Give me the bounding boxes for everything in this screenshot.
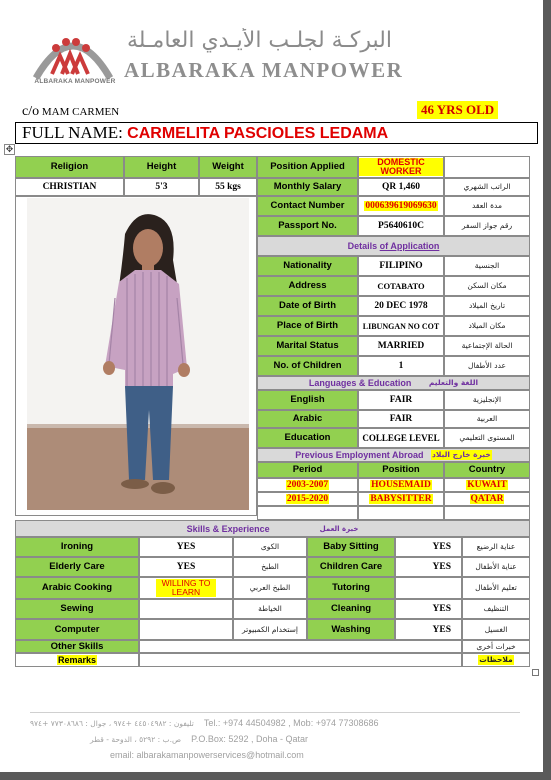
employment-section-heading: Previous Employment Abroad خبرة خارج البلاد [257, 448, 530, 462]
skill-children-care-label: Children Care [307, 557, 395, 577]
care-of-prefix: c/o [22, 104, 40, 119]
page-shadow-bottom [0, 772, 551, 780]
remarks-label-cell: Remarks [15, 653, 139, 667]
address-value: COTABATO [358, 276, 444, 296]
table-resize-handle-icon[interactable] [532, 669, 539, 676]
applicant-photo [27, 198, 249, 510]
weight-label: Weight [199, 156, 257, 178]
weight-value: 55 kgs [199, 178, 257, 196]
skill-washing-ar: الغسيل [462, 619, 530, 640]
details-section-heading: Details of Application [257, 236, 530, 256]
employment-period-2: 2015-2020 [257, 492, 358, 506]
passport-no-ar: رقم جواز السفر [444, 216, 530, 236]
children-ar: عدد الأطفال [444, 356, 530, 376]
skill-arabic-cooking-ar: الطبخ العربي [233, 577, 307, 599]
nationality-label: Nationality [257, 256, 358, 276]
skill-washing-value: YES [395, 619, 462, 640]
skill-arabic-cooking-value: WILLING TO LEARN [139, 577, 233, 599]
address-ar: مكان السكن [444, 276, 530, 296]
english-ar: الإنجليزية [444, 390, 530, 410]
skill-elderly-care-label: Elderly Care [15, 557, 139, 577]
employment-position-1: HOUSEMAID [358, 478, 444, 492]
country-header: Country [444, 462, 530, 478]
remarks-value [139, 653, 462, 667]
marital-status-label: Marital Status [257, 336, 358, 356]
skill-baby-sitting-value: YES [395, 537, 462, 557]
age-badge: 46 YRS OLD [417, 101, 498, 119]
skill-cleaning-label: Cleaning [307, 599, 395, 619]
other-skills-value [139, 640, 462, 653]
place-of-birth-label: Place of Birth [257, 316, 358, 336]
religion-label: Religion [15, 156, 124, 178]
employment-empty-period [257, 506, 358, 520]
full-name-value: CARMELITA PASCIOLES LEDAMA [127, 125, 389, 142]
company-name-arabic: البركـة لجلـب الأيـدي العامـلة [127, 28, 392, 53]
skill-computer-value [139, 619, 233, 640]
contact-number-label: Contact Number [257, 196, 358, 216]
skill-sewing-ar: الخياطة [233, 599, 307, 619]
skill-arabic-cooking-label: Arabic Cooking [15, 577, 139, 599]
skill-tutoring-label: Tutoring [307, 577, 395, 599]
skill-washing-label: Washing [307, 619, 395, 640]
skill-ironing-value: YES [139, 537, 233, 557]
skill-ironing-label: Ironing [15, 537, 139, 557]
passport-no-label: Passport No. [257, 216, 358, 236]
nationality-ar: الجنسية [444, 256, 530, 276]
skill-elderly-care-ar: الطبخ [233, 557, 307, 577]
skill-cleaning-value: YES [395, 599, 462, 619]
footer-email: email: albarakamanpowerservices@hotmail.com [110, 750, 304, 760]
contact-number-ar: مدة العقد [444, 196, 530, 216]
skill-sewing-value [139, 599, 233, 619]
skill-baby-sitting-ar: عناية الرضيع [462, 537, 530, 557]
passport-no-value: P5640610C [358, 216, 444, 236]
other-skills-ar: خبرات أخرى [462, 640, 530, 653]
skill-baby-sitting-label: Baby Sitting [307, 537, 395, 557]
skill-children-care-value: YES [395, 557, 462, 577]
full-name-label: FULL NAME: [22, 123, 123, 142]
contact-number-value: 000639619069630 [358, 196, 444, 216]
footer-phones: تليفون : ٤٤٥٠٤٩٨٢ +٩٧٤ ، جوال : ٧٧٣٠٨٦٨٦ +٩٧٤ Tel.: +974 44504982 , Mob: +974 77308686 [30, 718, 379, 728]
nationality-value: FILIPINO [358, 256, 444, 276]
english-value: FAIR [358, 390, 444, 410]
footer-address: ص.ب : ٥٢٩٢ ، الدوحة - قطر P.O.Box: 5292 , Doha - Qatar [90, 734, 308, 744]
marital-status-ar: الحالة الإجتماعية [444, 336, 530, 356]
employment-country-2: QATAR [444, 492, 530, 506]
languages-section-heading: Languages & Education اللغة والتعليم [257, 376, 530, 390]
skill-children-care-ar: عناية الأطفال [462, 557, 530, 577]
place-of-birth-ar: مكان الميلاد [444, 316, 530, 336]
education-value: COLLEGE LEVEL [358, 428, 444, 448]
arabic-ar: العربية [444, 410, 530, 428]
skills-section-heading: Skills & Experience خبرة العمل [15, 520, 530, 537]
religion-value: CHRISTIAN [15, 178, 124, 196]
education-label: Education [257, 428, 358, 448]
skill-tutoring-ar: تعليم الأطفال [462, 577, 530, 599]
table-move-handle-icon[interactable]: ✥ [5, 144, 14, 154]
other-skills-label: Other Skills [15, 640, 139, 653]
skill-cleaning-ar: التنظيف [462, 599, 530, 619]
monthly-salary-label: Monthly Salary [257, 178, 358, 196]
children-label: No. of Children [257, 356, 358, 376]
employment-position-2: BABYSITTER [358, 492, 444, 506]
skill-tutoring-value [395, 577, 462, 599]
date-of-birth-value: 20 DEC 1978 [358, 296, 444, 316]
education-ar: المستوى التعليمي [444, 428, 530, 448]
date-of-birth-ar: تاريخ الميلاد [444, 296, 530, 316]
logo-caption: ALBARAKA MANPOWER [34, 78, 116, 85]
skill-sewing-label: Sewing [15, 599, 139, 619]
address-label: Address [257, 276, 358, 296]
remarks-ar-cell: ملاحظات [462, 653, 530, 667]
employment-empty-country [444, 506, 530, 520]
position-header: Position [358, 462, 444, 478]
period-header: Period [257, 462, 358, 478]
arabic-label: Arabic [257, 410, 358, 428]
place-of-birth-value: LIBUNGAN NO COT [358, 316, 444, 336]
monthly-salary-value: QR 1,460 [358, 178, 444, 196]
care-of [22, 104, 119, 120]
skill-ironing-ar: الكوى [233, 537, 307, 557]
monthly-salary-ar: الراتب الشهري [444, 178, 530, 196]
employment-period-1: 2003-2007 [257, 478, 358, 492]
arabic-value: FAIR [358, 410, 444, 428]
children-value: 1 [358, 356, 444, 376]
full-name-bar [15, 122, 538, 144]
skill-elderly-care-value: YES [139, 557, 233, 577]
employment-country-1: KUWAIT [444, 478, 530, 492]
care-of-name: MAM CARMEN [41, 106, 120, 118]
height-value: 5'3 [124, 178, 199, 196]
employment-empty-position [358, 506, 444, 520]
page-shadow-right [543, 0, 551, 780]
position-applied-value: DOMESTIC WORKER [358, 156, 444, 178]
english-label: English [257, 390, 358, 410]
date-of-birth-label: Date of Birth [257, 296, 358, 316]
skill-computer-label: Computer [15, 619, 139, 640]
company-name-english: ALBARAKA MANPOWER [124, 58, 404, 82]
footer-divider [30, 712, 520, 713]
skill-computer-ar: إستخدام الكمبيوتر [233, 619, 307, 640]
marital-status-value: MARRIED [358, 336, 444, 356]
position-applied-ar [444, 156, 530, 178]
position-applied-label: Position Applied [257, 156, 358, 178]
height-label: Height [124, 156, 199, 178]
